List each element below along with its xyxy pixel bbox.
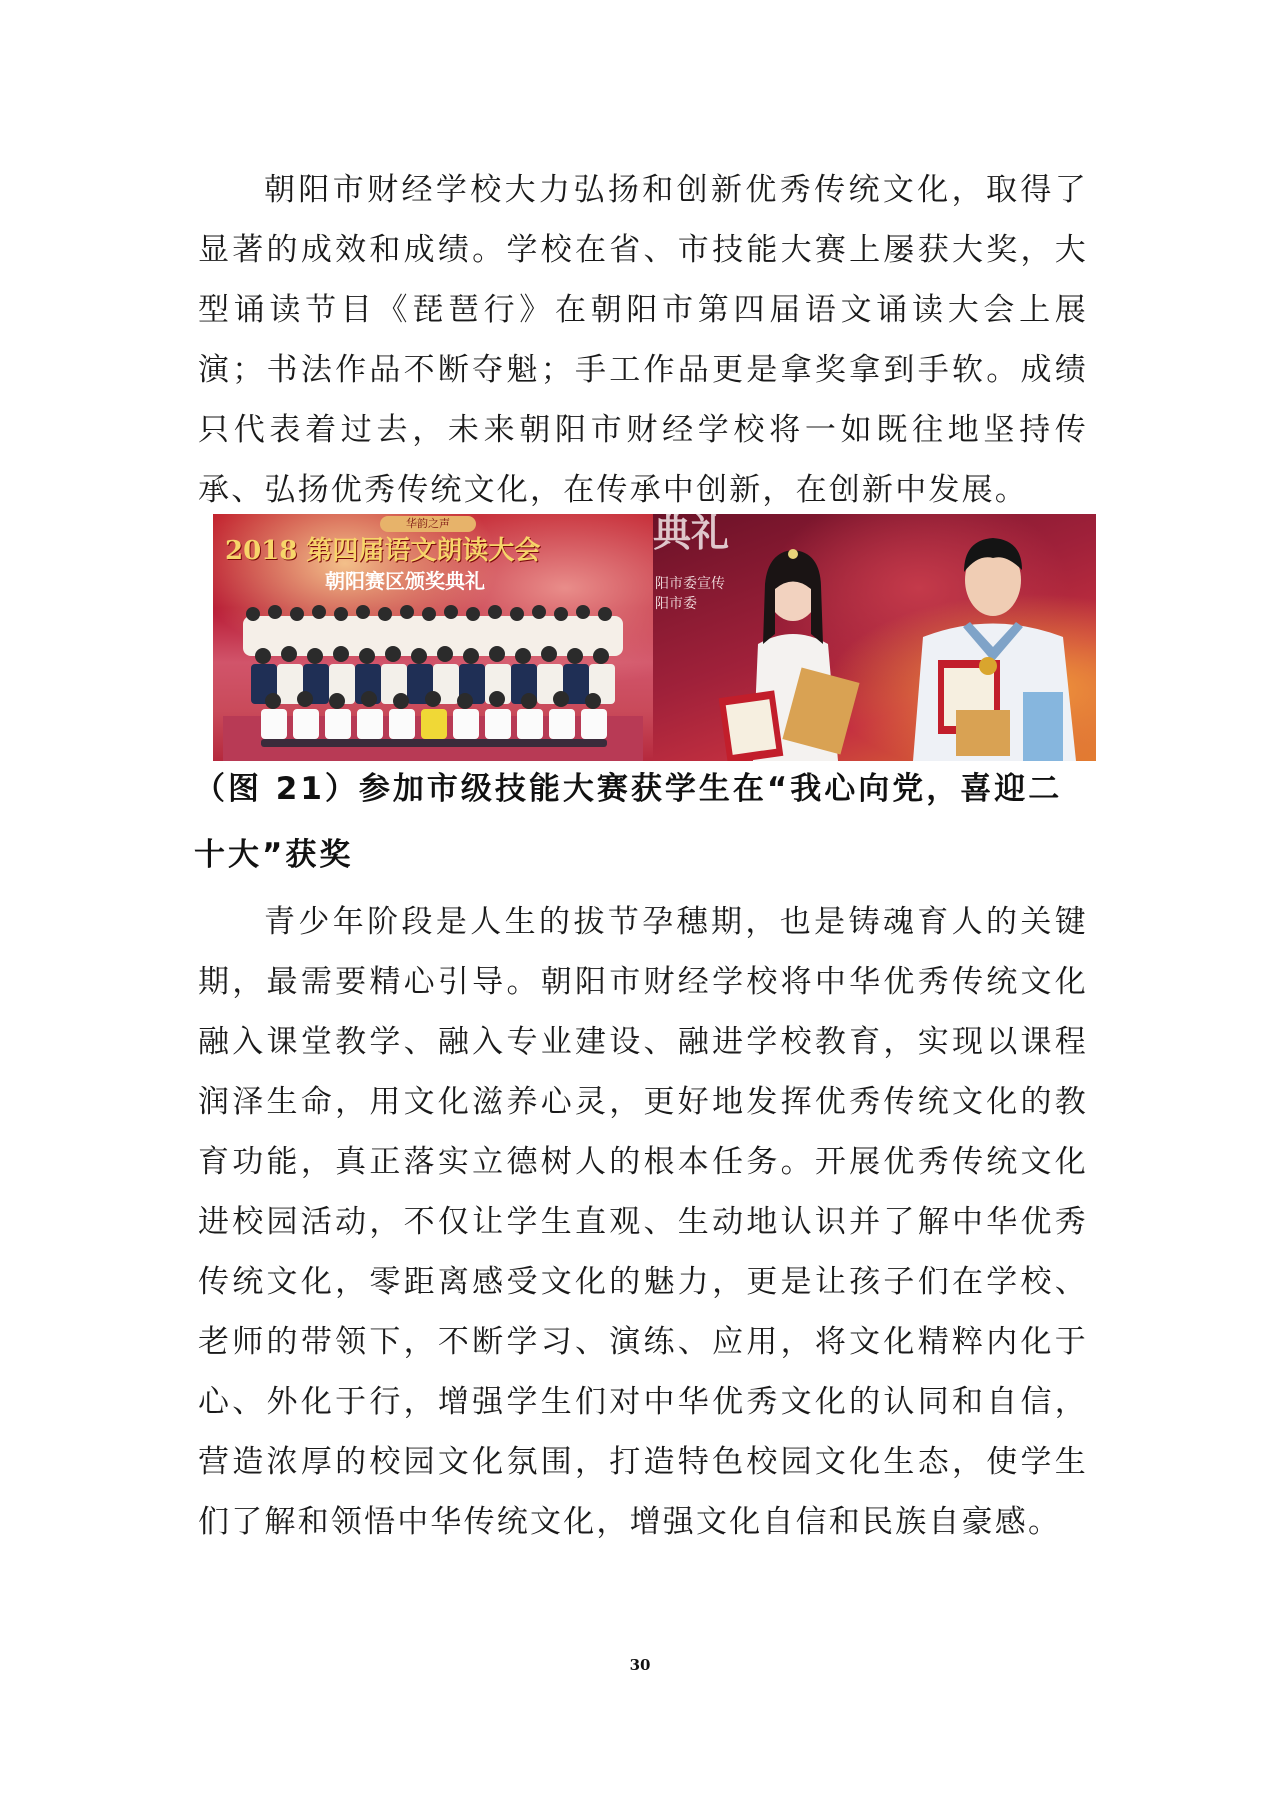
male-student-figure [898,522,1088,761]
banner-title: 2018 第四届语文朗读大会 [225,536,541,566]
figure-caption: （图 21）参加市级技能大赛获学生在“我心向党，喜迎二十大”获奖 [194,771,1063,873]
award-ceremony-group-photo [213,514,653,761]
award-winners-photo [653,514,1096,761]
group-of-students-graphic [223,596,643,761]
body-paragraph-2: 青少年阶段是人生的拔节孕穗期，也是铸魂育人的关键期，最需要精心引导。朝阳市财经学校将中华优秀传统文化融入课堂教学、融入专业建设、融进学校教育，实现以课程润泽生命，用文化滋养心灵，更好地发挥优秀传统文化的教育功能，真正落实立德树人的根本任务。开展优秀传统文化进校园活动，不仅让学生直观、生动地认识并了解中华优秀传统文化，零距离感受文化的魅力，更是让孩子们在学校、老师的带领下，不断学习、演练、应用，将文化精粹内化于心、外化于行，增强学生们对中华优秀文化的认同和自信，营造浓厚的校园文化氛围，打造特色校园文化生态，使学生们了解和领悟中华传统文化，增强文化自信和民族自豪感。 [198,904,1088,1540]
body-paragraph-1: 朝阳市财经学校大力弘扬和创新优秀传统文化，取得了显著的成效和成绩。学校在省、市技能大赛上屡获大奖，大型诵读节目《琵琶行》在朝阳市第四届语文诵读大会上展演；书法作品不断夺魁；手工作品更是拿奖拿到手软。成绩只代表着过去，未来朝阳市财经学校将一如既往地坚持传承、弘扬优秀传统文化，在传承中创新，在创新中发展。 [198,172,1088,508]
ceremony-banner-text: 典礼 [653,514,730,555]
banner-subtitle: 朝阳赛区颁奖典礼 [325,569,485,593]
female-student-figure [713,534,873,761]
page-number: 30 [629,1656,651,1674]
figure-21 [213,514,1096,761]
banner-badge: 华韵之声 [380,516,476,532]
sponsor-side-text: 阳市委宣传 阳市委 [655,576,725,612]
